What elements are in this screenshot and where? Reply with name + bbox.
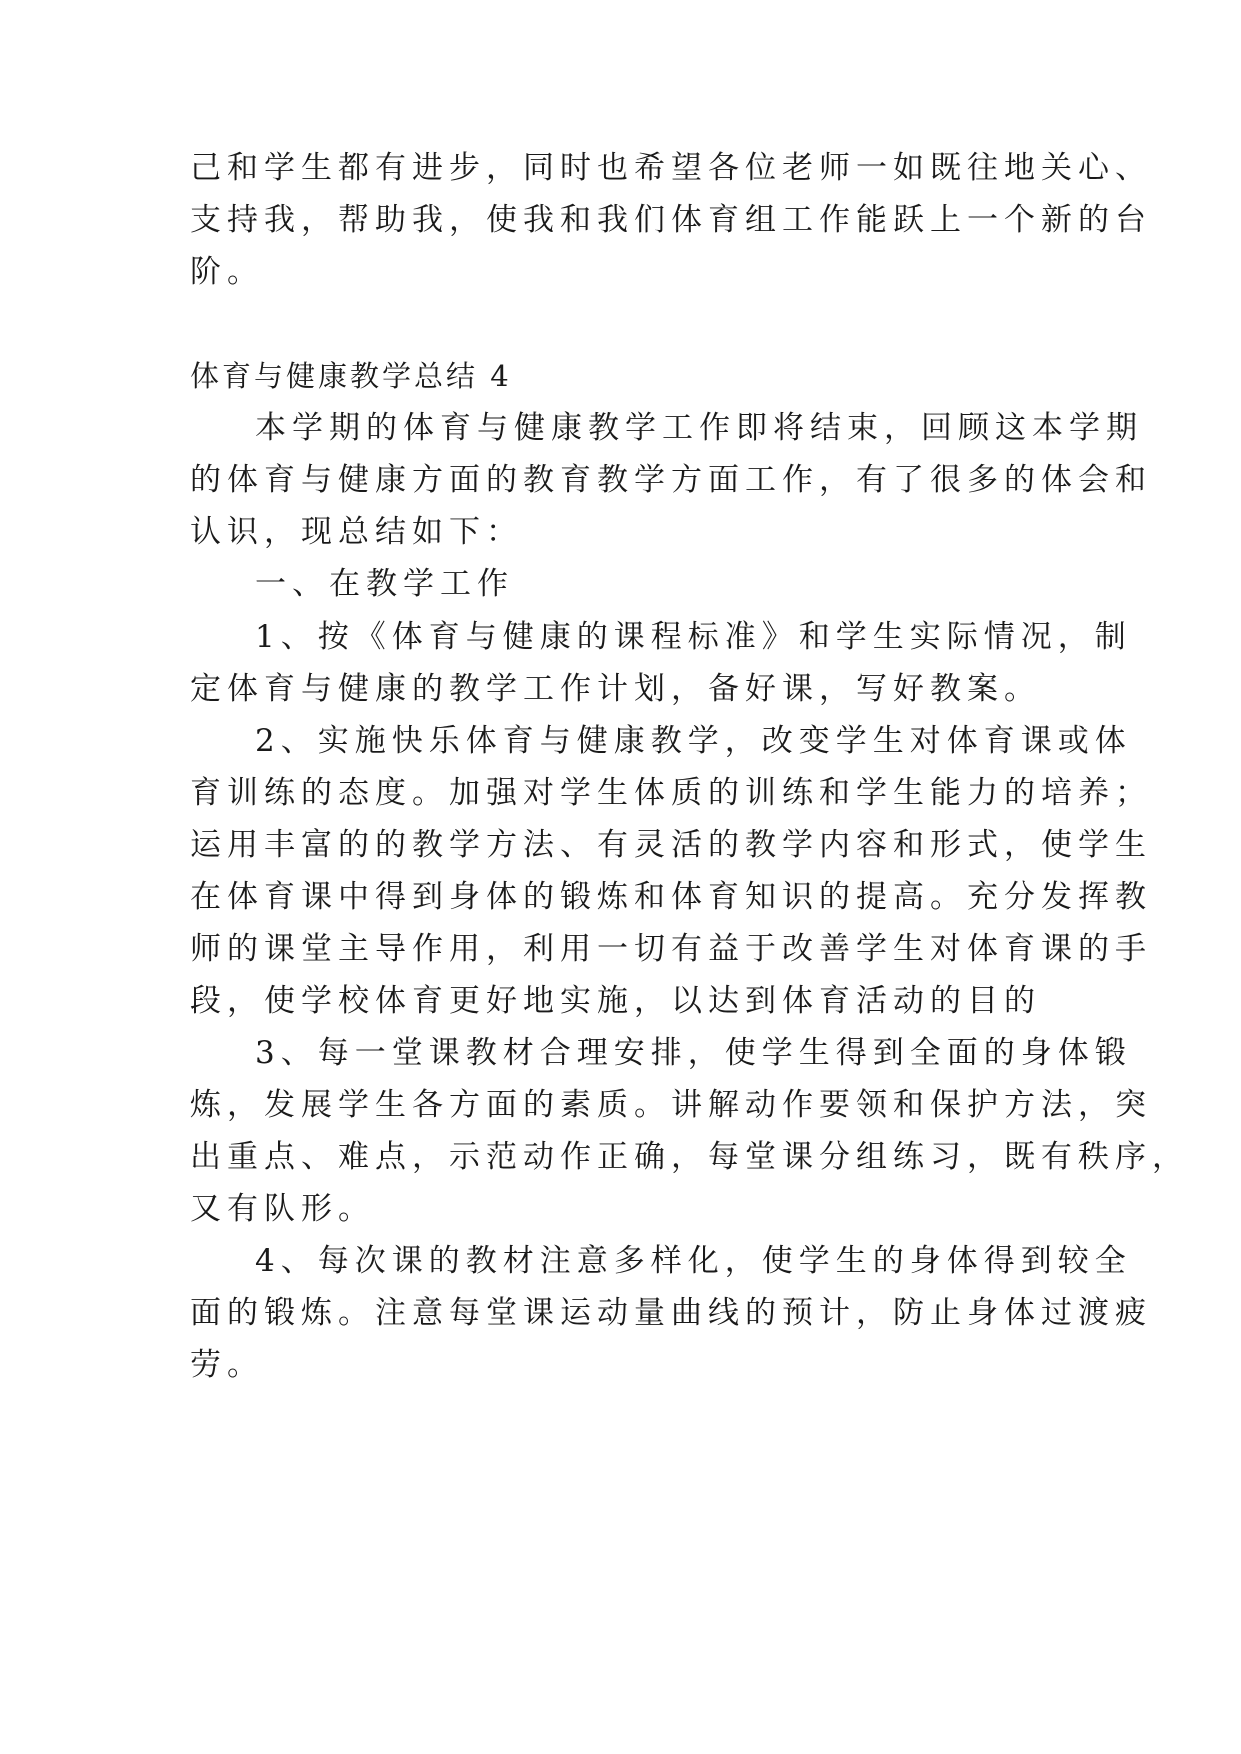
section-heading: 体育与健康教学总结 4 — [190, 359, 512, 393]
text-line-3: 阶。 — [190, 254, 264, 290]
text-line-2: 支持我，帮助我，使我和我们体育组工作能跃上一个新的台 — [190, 202, 1152, 238]
text-line-13: 运用丰富的的教学方法、有灵活的教学内容和形式，使学生 — [190, 827, 1152, 863]
text-line-7: 认识，现总结如下： — [190, 514, 523, 550]
text-line-19: 出重点、难点，示范动作正确，每堂课分组练习，既有秩序， — [190, 1139, 1189, 1175]
text-line-18: 炼，发展学生各方面的素质。讲解动作要领和保护方法，突 — [190, 1087, 1152, 1123]
text-line-16: 段，使学校体育更好地实施，以达到体育活动的目的 — [190, 983, 1041, 1019]
subheading: 一、在教学工作 — [255, 566, 514, 602]
text-line-11: 2、实施快乐体育与健康教学，改变学生对体育课或体 — [255, 723, 1132, 759]
text-line-9: 1、按《体育与健康的课程标准》和学生实际情况，制 — [255, 619, 1132, 655]
text-line-10: 定体育与健康的教学工作计划，备好课，写好教案。 — [190, 671, 1041, 707]
text-line-22: 面的锻炼。注意每堂课运动量曲线的预计，防止身体过渡疲 — [190, 1295, 1152, 1331]
text-line-5: 本学期的体育与健康教学工作即将结束，回顾这本学期 — [255, 410, 1143, 446]
text-line-17: 3、每一堂课教材合理安排，使学生得到全面的身体锻 — [255, 1035, 1132, 1071]
text-line-21: 4、每次课的教材注意多样化，使学生的身体得到较全 — [255, 1243, 1132, 1279]
text-line-1: 己和学生都有进步，同时也希望各位老师一如既往地关心、 — [190, 150, 1152, 186]
text-line-23: 劳。 — [190, 1347, 264, 1383]
text-line-15: 师的课堂主导作用，利用一切有益于改善学生对体育课的手 — [190, 931, 1152, 967]
text-line-20: 又有队形。 — [190, 1191, 375, 1227]
text-line-12: 育训练的态度。加强对学生体质的训练和学生能力的培养； — [190, 775, 1152, 811]
text-line-6: 的体育与健康方面的教育教学方面工作，有了很多的体会和 — [190, 462, 1152, 498]
text-line-14: 在体育课中得到身体的锻炼和体育知识的提高。充分发挥教 — [190, 879, 1152, 915]
